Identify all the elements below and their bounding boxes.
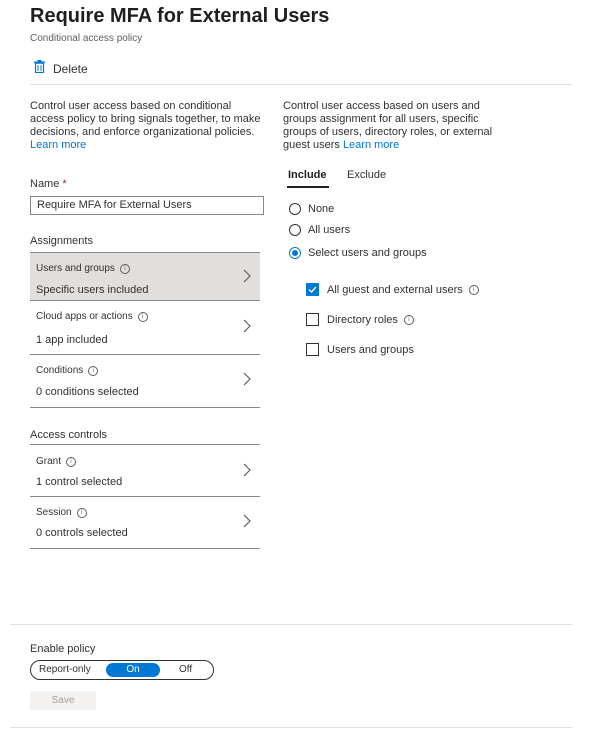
row-value: 1 control selected — [36, 476, 123, 488]
info-icon[interactable]: i — [138, 312, 148, 322]
chevron-right-icon — [240, 372, 254, 386]
row-title: Cloud apps or actions — [36, 311, 133, 322]
assignment-users-and-groups[interactable] — [30, 252, 260, 301]
checkbox[interactable] — [306, 283, 319, 296]
chevron-right-icon — [240, 514, 254, 528]
right-description-text: Control user access based on users and groups assignment for all users, specific groups of users, directory roles, or external guest users — [283, 100, 493, 151]
checkbox[interactable] — [306, 343, 319, 356]
row-title: Users and groups — [36, 263, 115, 274]
footer-divider — [10, 624, 572, 625]
left-learn-more-link[interactable]: Learn more — [30, 139, 87, 151]
row-title: Conditions — [36, 365, 84, 376]
checkbox-label: Users and groups — [327, 343, 414, 356]
active-tab-indicator — [287, 186, 329, 188]
right-description — [283, 100, 509, 152]
checkbox[interactable] — [306, 313, 319, 326]
assignments-heading: Assignments — [30, 235, 93, 247]
row-value: Specific users included — [36, 284, 149, 296]
checkbox-label: Directory roles — [327, 313, 398, 326]
toolbar-divider — [30, 84, 572, 85]
enable-policy-toggle[interactable] — [30, 660, 214, 680]
left-description-text: Control user access based on conditional access policy to bring signals together, to make decisions, and enforce organizational policies. — [30, 100, 261, 138]
radio-all-users[interactable] — [289, 224, 350, 236]
bottom-divider — [10, 727, 572, 728]
info-icon[interactable]: i — [404, 315, 414, 325]
access-control-session[interactable] — [30, 497, 260, 549]
radio-select-users-and-groups[interactable] — [289, 247, 427, 259]
toggle-off[interactable]: Off — [179, 664, 193, 675]
name-label-text: Name — [30, 178, 60, 190]
policy-name-input[interactable]: Require MFA for External Users — [30, 196, 264, 215]
radio-label: None — [308, 203, 335, 215]
info-icon[interactable]: i — [469, 285, 479, 295]
checkbox-users-and-groups[interactable] — [306, 343, 414, 356]
radio-button[interactable] — [289, 224, 301, 236]
checkbox-all-guest-external[interactable] — [306, 283, 479, 296]
delete-button[interactable] — [34, 60, 88, 78]
page-title: Require MFA for External Users — [30, 5, 330, 27]
info-icon[interactable]: i — [88, 366, 98, 376]
delete-label: Delete — [53, 62, 88, 76]
info-icon[interactable]: i — [120, 264, 130, 274]
radio-label: All users — [308, 224, 351, 236]
row-value: 0 controls selected — [36, 527, 128, 539]
assignment-conditions[interactable] — [30, 355, 260, 408]
checkmark-icon — [306, 283, 319, 296]
access-control-grant[interactable] — [30, 446, 260, 497]
access-controls-divider — [30, 444, 260, 445]
access-controls-heading: Access controls — [30, 429, 108, 441]
tab-include[interactable]: Include — [288, 169, 327, 181]
info-icon[interactable]: i — [66, 457, 76, 467]
enable-policy-label: Enable policy — [30, 643, 96, 655]
row-value: 0 conditions selected — [36, 386, 139, 398]
radio-button[interactable] — [289, 203, 301, 215]
chevron-right-icon — [240, 463, 254, 477]
checkbox-directory-roles[interactable] — [306, 313, 414, 326]
radio-label: Select users and groups — [308, 247, 427, 259]
name-label — [30, 178, 67, 190]
row-title: Session — [36, 507, 72, 518]
row-title: Grant — [36, 456, 62, 467]
chevron-right-icon — [240, 269, 254, 283]
left-description — [30, 100, 262, 152]
assignment-cloud-apps[interactable] — [30, 301, 260, 355]
toggle-on[interactable]: On — [106, 663, 160, 677]
radio-none[interactable] — [289, 203, 334, 215]
toggle-report-only[interactable]: Report-only — [39, 664, 91, 675]
trash-icon — [34, 60, 45, 78]
save-button[interactable]: Save — [30, 691, 96, 710]
chevron-right-icon — [240, 319, 254, 333]
required-marker: * — [62, 178, 67, 190]
row-value: 1 app included — [36, 334, 108, 346]
checkbox-label: All guest and external users — [327, 283, 463, 296]
info-icon[interactable]: i — [77, 508, 87, 518]
right-learn-more-link[interactable]: Learn more — [342, 139, 400, 151]
page-subtitle: Conditional access policy — [30, 33, 143, 44]
radio-button-selected[interactable] — [289, 247, 301, 259]
tab-exclude[interactable]: Exclude — [347, 169, 387, 181]
